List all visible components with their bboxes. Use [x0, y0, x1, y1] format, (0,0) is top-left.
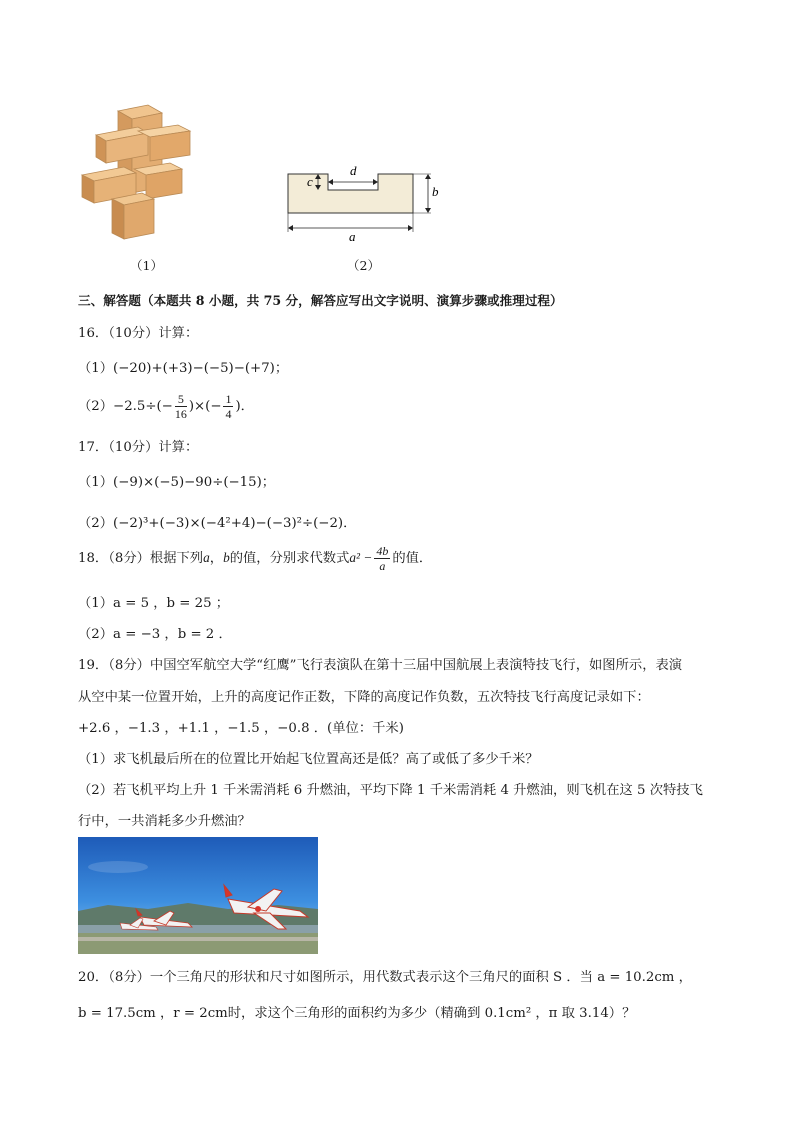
q16-part1: （1）(−20)+(+3)−(−5)−(+7)； — [78, 361, 289, 376]
q19-part1: （1）求飞机最后所在的位置比开始起飞位置高还是低？高了或低了多少千米？ — [78, 752, 539, 767]
q19-part2-line1: （2）若飞机平均上升 1 千米需消耗 6 升燃油，平均下降 1 千米需消耗 4 升燃油，则飞机在这 5 次特技飞 — [78, 783, 703, 798]
q16-part2 — [78, 392, 254, 421]
figure1-caption: （1） — [130, 258, 163, 273]
q16-part2-suffix: )． — [235, 399, 254, 414]
q16-part2-prefix: （2）−2.5÷(− — [78, 399, 173, 414]
q18-heading-suffix: 的值． — [392, 551, 433, 566]
aerobatic-planes-photo — [78, 837, 318, 954]
q18-heading — [78, 544, 432, 573]
fraction-4b-a — [374, 544, 390, 573]
wooden-puzzle-image — [78, 103, 200, 243]
expr-a-squared: a² − — [349, 550, 373, 565]
q18-heading-prefix: 18．（8分）根据下列 — [78, 551, 204, 566]
q17-part2: （2）(−2)³+(−3)×(−4²+4)−(−3)²÷(−2)． — [78, 516, 357, 531]
var-b: b — [223, 550, 230, 565]
var-a: a — [203, 550, 210, 565]
fraction-numerator: 4b — [376, 544, 389, 558]
fraction-denominator: 4 — [225, 407, 232, 421]
q19-part2-line2: 行中，一共消耗多少升燃油？ — [78, 814, 251, 829]
fraction-5-16 — [175, 392, 187, 421]
q19-line2: 从空中某一位置开始，上升的高度记作正数，下降的高度记作负数，五次特技飞行高度记录如下： — [78, 690, 650, 705]
fraction-denominator: a — [379, 559, 386, 573]
q17-heading: 17．（10分）计算： — [78, 440, 199, 455]
label-d: d — [350, 163, 357, 178]
q18-comma: ， — [209, 551, 224, 566]
fraction-numerator: 1 — [225, 392, 232, 406]
q20-line2: b = 17.5cm ，r = 2cm时，求这个三角形的面积约为多少（精确到 0.1cm² ，π 取 3.14）？ — [78, 1006, 636, 1021]
q19-data: +2.6 ，−1.3 ，+1.1 ，−1.5 ，−0.8 ．(单位：千米) — [78, 721, 404, 736]
q17-part1: （1）(−9)×(−5)−90÷(−15)； — [78, 475, 276, 490]
q20-line1: 20．（8分）一个三角尺的形状和尺寸如图所示，用代数式表示这个三角尺的面积 S ．当 a = 10.2cm ， — [78, 970, 692, 985]
q16-heading: 16．（10分）计算： — [78, 326, 199, 341]
fraction-numerator: 5 — [175, 392, 187, 407]
label-b: b — [432, 184, 439, 199]
section-title: 三、解答题（本题共 8 小题，共 75 分，解答应写出文字说明、演算步骤或推理过程） — [78, 293, 563, 308]
slot-diagram — [280, 160, 445, 244]
label-c: c — [307, 174, 313, 189]
q18-part2: （2）a = −3 ，b = 2 ． — [78, 627, 232, 642]
q18-part1: （1）a = 5 ，b = 25 ； — [78, 596, 230, 611]
fraction-denominator: 16 — [174, 407, 187, 421]
q18-heading-text: 的值，分别求代数式 — [229, 551, 350, 566]
q19-line1: 19．（8分）中国空军航空大学“红鹰”飞行表演队在第十三届中国航展上表演特技飞行，如图所示，表演 — [78, 658, 683, 673]
fraction-1-4 — [223, 392, 233, 421]
q16-part2-mid: )×(− — [188, 399, 222, 414]
figure2-caption: （2） — [347, 258, 380, 273]
label-a: a — [349, 229, 356, 244]
